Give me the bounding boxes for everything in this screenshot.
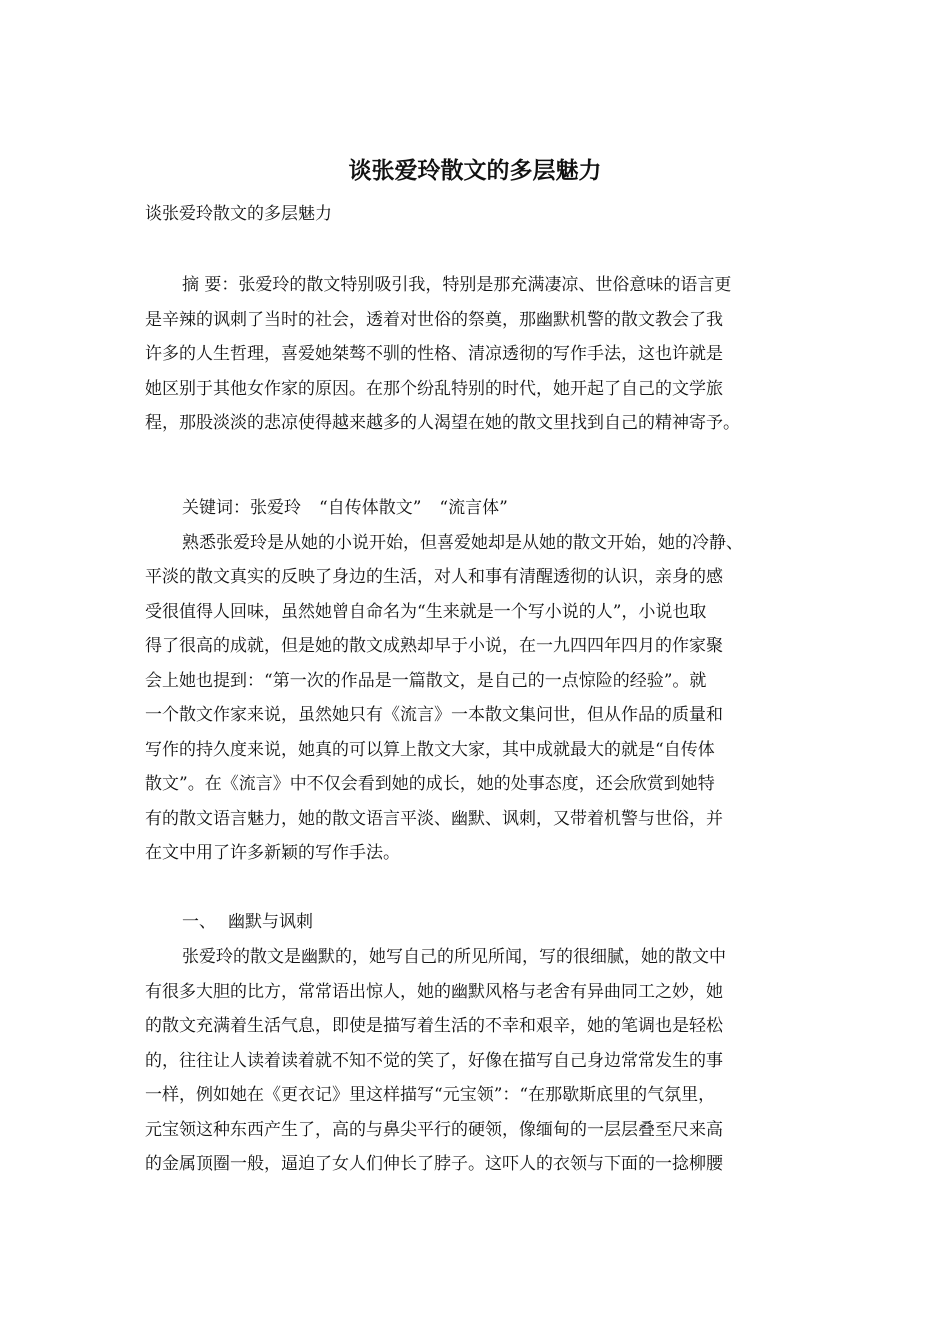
abstract-line: 许多的人生哲理，喜爱她桀骜不驯的性格、清凉透彻的写作手法，这也许就是 [145, 344, 723, 364]
intro-line: 熟悉张爱玲是从她的小说开始，但喜爱她却是从她的散文开始，她的冷静、 [182, 532, 743, 553]
section-line: 有很多大胆的比方，常常语出惊人，她的幽默风格与老舍有异曲同工之妙，她 [145, 981, 723, 1002]
abstract-paragraph [145, 268, 807, 441]
keywords-line [145, 491, 807, 526]
section-line: 的，往往让人读着读着就不知不觉的笑了，好像在描写自己身边常常发生的事 [145, 1050, 723, 1071]
abstract-line: 摘 要：张爱玲的散文特别吸引我，特别是那充满凄凉、世俗意味的语言更 [182, 275, 732, 295]
intro-line: 受很值得人回味，虽然她曾自命名为“生来就是一个写小说的人”，小说也取 [145, 601, 707, 622]
keyword-liuyan-style: “流言体” [439, 498, 508, 518]
intro-line: 有的散文语言魅力，她的散文语言平淡、幽默、讽刺，又带着机警与世俗，并 [145, 808, 723, 829]
section-line: 的散文充满着生活气息，即使是描写着生活的不幸和艰辛，她的笔调也是轻松 [145, 1016, 723, 1036]
intro-line: 得了很高的成就，但是她的散文成熟却早于小说，在一九四四年四月的作家聚 [145, 636, 723, 656]
section-line: 一样，例如她在《更衣记》里这样描写“元宝领”：“在那歇斯底里的气氛里， [145, 1085, 716, 1105]
intro-line: 在文中用了许多新颖的写作手法。 [145, 843, 400, 863]
intro-line: 散文”。在《流言》中不仅会看到她的成长，她的处事态度，还会欣赏到她特 [145, 774, 715, 794]
intro-line: 一个散文作家来说，虽然她只有《流言》一本散文集问世，但从作品的质量和 [145, 705, 723, 725]
intro-line: 平淡的散文真实的反映了身边的生活，对人和事有清醒透彻的认识，亲身的感 [145, 567, 723, 587]
intro-line: 写作的持久度来说，她真的可以算上散文大家，其中成就最大的就是“自传体 [145, 739, 715, 760]
section-line: 张爱玲的散文是幽默的，她写自己的所见所闻，写的很细腻，她的散文中 [182, 947, 726, 967]
abstract-line: 是辛辣的讽刺了当时的社会，透着对世俗的祭奠，那幽默机警的散文教会了我 [145, 309, 723, 330]
document-title: 谈张爱玲散文的多层魅力 [348, 157, 602, 184]
section-heading-text: 幽默与讽刺 [228, 912, 313, 932]
section-heading [182, 905, 313, 940]
keywords-and-intro [145, 491, 807, 871]
intro-line: 会上她也提到：“第一次的作品是一篇散文，是自己的一点惊险的经验”。就 [145, 670, 707, 691]
keyword-autobiographical-prose: “自传体散文” [319, 498, 422, 518]
abstract-line: 她区别于其他女作家的原因。在那个纷乱特别的时代，她开起了自己的文学旅 [145, 378, 723, 399]
section-line: 元宝领这种东西产生了，高的与鼻尖平行的硬领，像缅甸的一层层叠至尺来高 [145, 1119, 723, 1140]
abstract-line: 程，那股淡淡的悲凉使得越来越多的人渴望在她的散文里找到自己的精神寄予。 [145, 413, 740, 433]
document-subtitle: 谈张爱玲散文的多层魅力 [145, 204, 332, 224]
section-paragraph [145, 940, 807, 1182]
keywords-label: 关键词：张爱玲 [182, 498, 301, 518]
section-number: 一、 [182, 912, 216, 932]
section-line: 的金属顶圈一般，逼迫了女人们伸长了脖子。这吓人的衣领与下面的一捻柳腰 [145, 1154, 723, 1174]
